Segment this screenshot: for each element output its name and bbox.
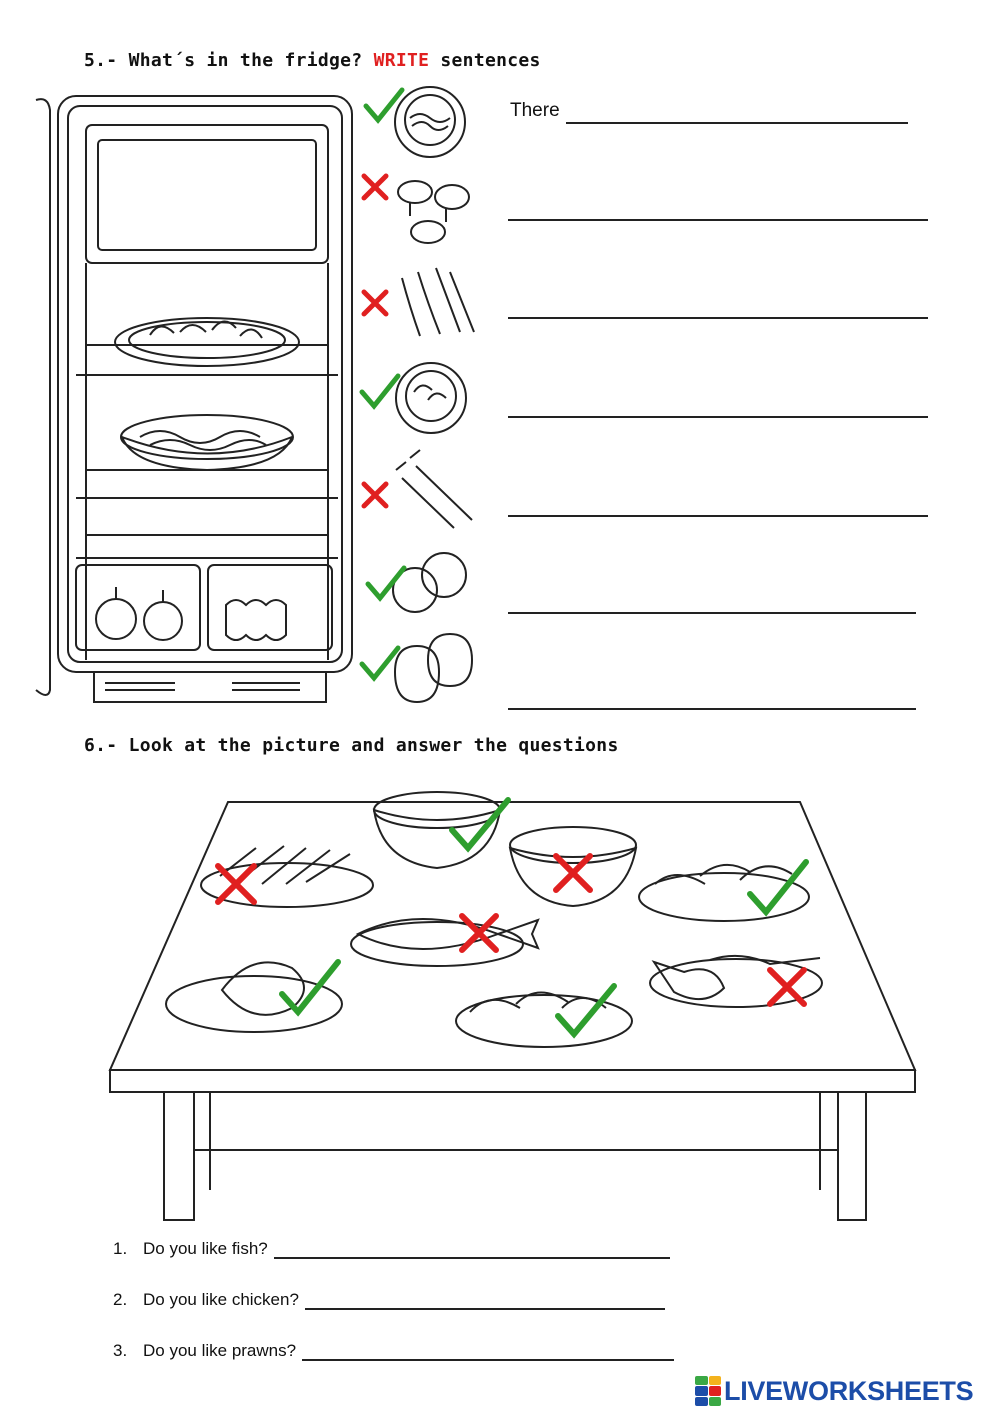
question-number: 2. [113, 1290, 128, 1309]
answer-prefix-there: There [510, 100, 560, 121]
question-number: 3. [113, 1341, 128, 1360]
answer-input-7[interactable] [508, 684, 916, 710]
fridge-marks [362, 90, 404, 678]
section-5-title-pre: What´s in the fridge? [128, 50, 363, 71]
section-6-heading [84, 735, 619, 756]
prawns-bowl-icon [396, 363, 466, 433]
question-text: Do you like chicken? [143, 1290, 299, 1309]
cross-mark-icon [218, 866, 254, 902]
mushrooms-icon [398, 181, 469, 243]
check-mark-icon [750, 862, 806, 912]
answer-input-5[interactable] [508, 491, 928, 517]
table-illustration [110, 792, 915, 1220]
onions-icon [393, 553, 466, 612]
spaghetti-bowl-icon [395, 87, 465, 157]
green-beans-icon [402, 268, 474, 336]
section-6-number: 6.- [84, 735, 118, 756]
table-marks [218, 800, 806, 1034]
answer-input-6[interactable] [508, 588, 916, 614]
check-mark-icon [282, 962, 338, 1012]
liveworksheets-logo [695, 1374, 973, 1408]
logo-badge-icon [695, 1376, 721, 1406]
question-2-answer-input[interactable] [305, 1284, 665, 1310]
question-1 [113, 1233, 670, 1259]
answer-input-4[interactable] [508, 392, 928, 418]
section-6-title: Look at the picture and answer the questions [128, 735, 619, 756]
answer-input-3[interactable] [508, 293, 928, 319]
cross-mark-icon [770, 970, 804, 1004]
cross-mark-icon [556, 856, 590, 890]
answer-input-1[interactable] [566, 98, 908, 124]
question-2 [113, 1284, 665, 1310]
section-5-title-post: sentences [440, 50, 541, 71]
cross-mark-icon [364, 484, 386, 506]
question-3 [113, 1335, 674, 1361]
check-mark-icon [558, 986, 614, 1034]
peppers-icon [395, 634, 472, 702]
cross-mark-icon [364, 176, 386, 198]
check-mark-icon [362, 648, 398, 678]
cross-mark-icon [364, 292, 386, 314]
fridge-illustration [36, 96, 352, 702]
answer-input-2[interactable] [508, 195, 928, 221]
question-text: Do you like fish? [143, 1239, 268, 1258]
section-5-title-emph: WRITE [373, 50, 430, 71]
section-5-number: 5.- [84, 50, 118, 71]
logo-text: LIVEWORKSHEETS [724, 1375, 974, 1406]
check-mark-icon [362, 376, 398, 406]
question-number: 1. [113, 1239, 128, 1258]
question-text: Do you like prawns? [143, 1341, 297, 1360]
cross-mark-icon [462, 916, 496, 950]
question-1-answer-input[interactable] [274, 1233, 670, 1259]
check-mark-icon [368, 568, 404, 598]
carrots-icon [396, 450, 472, 528]
fridge-item-icons [393, 87, 474, 702]
question-3-answer-input[interactable] [302, 1335, 674, 1361]
